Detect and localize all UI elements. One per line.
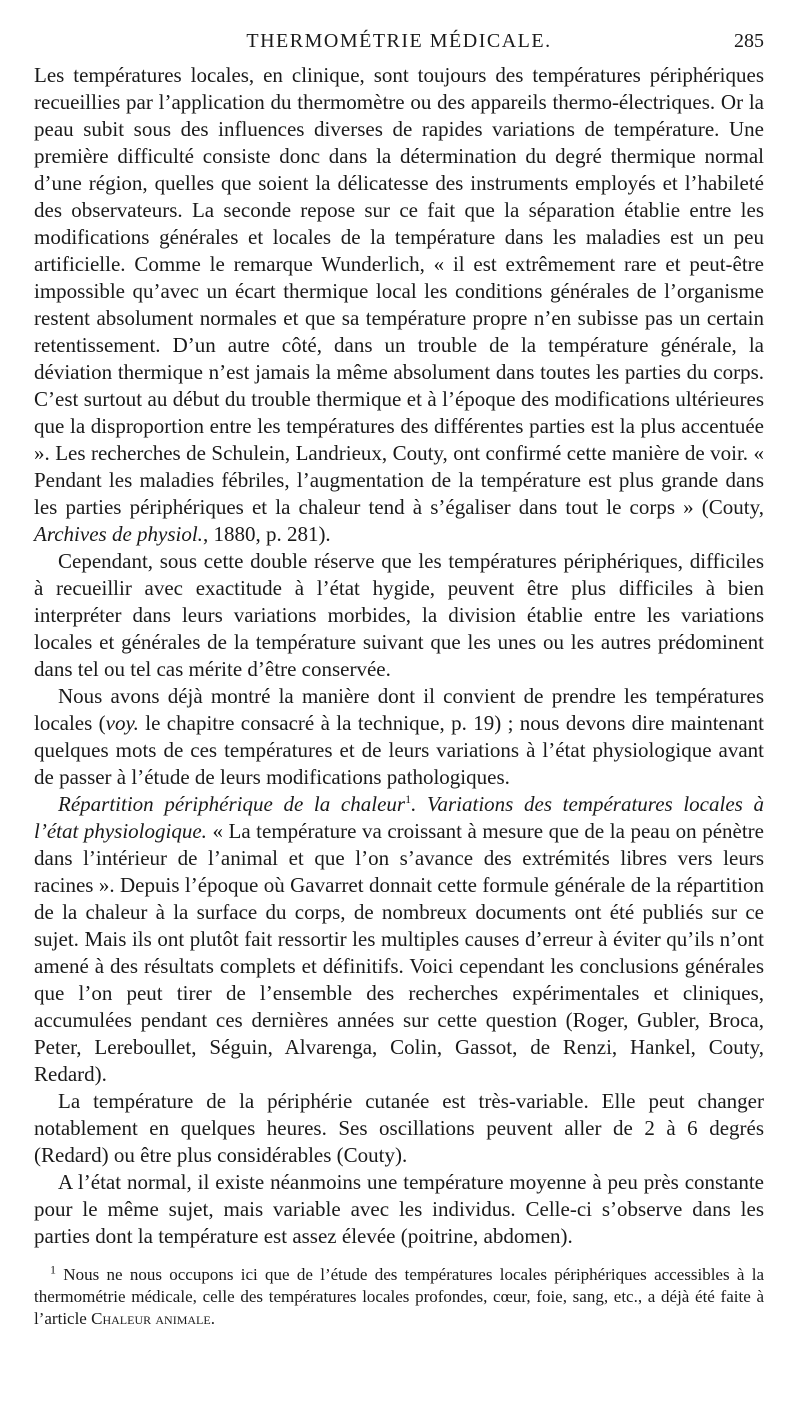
footnote-article-ref: Chaleur animale: [91, 1309, 211, 1328]
footnote-end: .: [210, 1309, 215, 1328]
footnote-marker: 1: [50, 1262, 56, 1277]
section-heading-continued: . Variations des températures locales à l’état physiologique.: [34, 792, 764, 843]
section-heading: Répartition périphérique de la chaleur: [58, 792, 406, 816]
paragraph-3-start: Nous avons déjà montré la manière dont il convient de prendre les températures locales (: [34, 684, 764, 735]
footnote: [34, 1264, 764, 1330]
citation-archives: Archives de physiol.: [34, 522, 203, 546]
page-number: 285: [734, 30, 764, 52]
paragraph-1: [34, 62, 764, 548]
footnote-reference[interactable]: 1: [405, 792, 412, 806]
paragraph-4: [34, 791, 764, 1088]
body-text: [34, 62, 764, 1250]
paragraph-3: [34, 683, 764, 791]
paragraph-3-end: le chapitre consacré à la technique, p. 19) ; nous devons dire maintenant quelques mots de ces températures et de leurs variations à l’état physiologique avant de passer à l’étude de leurs modifications pathologiques.: [34, 711, 765, 789]
voy-abbrev: voy.: [105, 711, 139, 735]
running-title: THERMOMÉTRIE MÉDICALE.: [246, 30, 552, 52]
paragraph-4-text: « La température va croissant à mesure que de la peau on pénètre dans l’intérieur de l’animal et que l’on s’avance des extrémités libres vers leurs racines ». Depuis l’époque où Gavarret donnait cette formule générale de la répartition de la chaleur à la surface du corps, de nombreux documents ont été publiés sur ce sujet. Mais ils ont plutôt fait ressortir les multiples causes d’erreur à éviter qu’ils n’ont amené à des résultats complets et définitifs. Voici cependant les conclusions générales que l’on peut tirer de l’ensemble des recherches expérimentales et cliniques, accumulées pendant ces dernières années sur cette question (Roger, Gubler, Broca, Peter, Lereboullet, Séguin, Alvarenga, Colin, Gassot, de Renzi, Hankel, Couty, Redard).: [34, 819, 764, 1086]
paragraph-6: A l’état normal, il existe néanmoins une température moyenne à peu près constante pour le même sujet, mais variable avec les individus. Celle-ci s’observe dans les parties dont la température est assez élevée (poitrine, abdomen).: [34, 1170, 764, 1248]
footnote-text: Nous ne nous occupons ici que de l’étude des températures locales périphériques accessibles à la thermométrie médicale, celle des températures locales profondes, cœur, foie, sang, etc., a déjà été faite à l’article: [34, 1265, 764, 1328]
running-head: [34, 22, 764, 62]
paragraph-1-text: Les températures locales, en clinique, sont toujours des températures périphériques recueillies par l’application du thermomètre ou des appareils thermo-électriques. Or la peau subit sous des influences diverses de rapides variations de température. Une première difficulté consiste donc dans la détermination du degré thermique normal d’une région, quelles que soient la délicatesse des instruments employés et l’habileté des observateurs. La seconde repose sur ce fait que la séparation établie entre les modifications générales et locales de la température dans les maladies est un peu artificielle. Comme le remarque Wunderlich, « il est extrêmement rare et peut-être impossible qu’avec un écart thermique local les conditions générales de l’organisme restent absolument normales et que sa température propre n’en subisse pas un certain retentissement. D’un autre côté, dans un trouble de la température générale, la déviation thermique n’est jamais la même absolument dans toutes les parties du corps. C’est surtout au début du trouble thermique et à l’époque des modifications ultérieures que la disproportion entre les températures des différentes parties est la plus accentuée ». Les recherches de Schulein, Landrieux, Couty, ont confirmé cette manière de voir. « Pendant les maladies fébriles, l’augmentation de la température est plus grande dans les parties périphériques et la chaleur tend à s’égaliser dans tout le corps » (Couty,: [34, 63, 764, 519]
paragraph-2: Cependant, sous cette double réserve que les températures périphériques, difficiles à recueillir avec exactitude à l’état hygide, peuvent être plus difficiles à bien interpréter dans leurs variations morbides, la division établie entre les variations locales et générales de la température suivant que les unes ou les autres prédominent dans tel ou tel cas mérite d’être conservée.: [34, 549, 764, 681]
paragraph-1-end: , 1880, p. 281).: [202, 522, 331, 546]
paragraph-5: La température de la périphérie cutanée est très-variable. Elle peut changer notablement en quelques heures. Ses oscillations peuvent aller de 2 à 6 degrés (Redard) ou être plus considérables (Couty).: [34, 1089, 764, 1167]
